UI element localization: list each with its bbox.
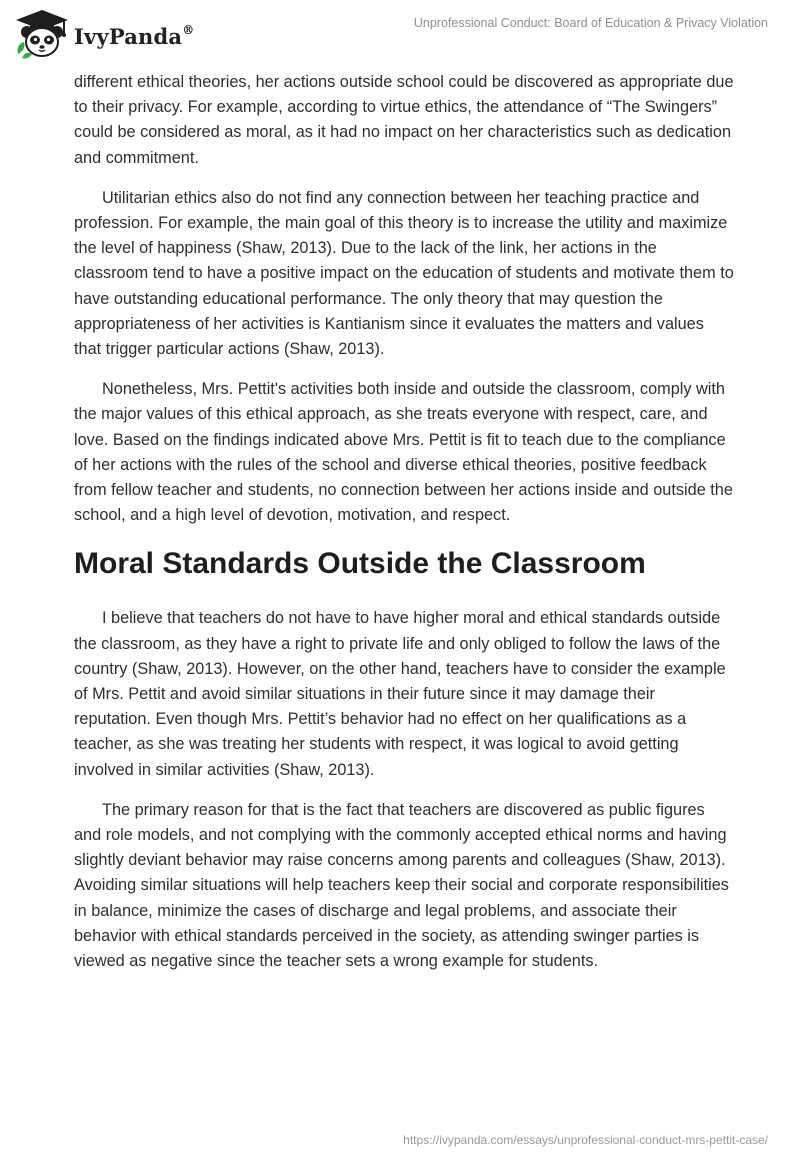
paragraph: Utilitarian ethics also do not find any connection between her teaching practice and profession. For example, the main goal of this theory is to increase the utility and maximize the level of happiness (Shaw, 2013). Due to the lack of the link, her actions in the classroom tend to have a positive impact on the education of students and motivate them to have outstanding educational performance. The only theory that may question the appropriateness of her activities is Kantianism since it evaluates the matters and values that trigger particular actions (Shaw, 2013). (74, 188, 734, 359)
section-heading: Moral Standards Outside the Classroom (74, 547, 646, 581)
ivypanda-logo[interactable] (14, 8, 194, 60)
page-header (0, 0, 800, 70)
logo-text: IvyPanda® (74, 22, 195, 49)
document-title: Unprofessional Conduct: Board of Education & Privacy Violation (413, 16, 768, 30)
paragraph: I believe that teachers do not have to have higher moral and ethical standards outside the classroom, as they have a right to private life and only obliged to follow the laws of the country (Shaw, 2013). However, on the other hand, teachers have to consider the example of Mrs. Pettit and avoid similar situations in their future since it may damage their reputation. Even though Mrs. Pettit’s behavior had no effect on her qualifications as a teacher, as she was treating her students with respect, it was logical to avoid getting involved in similar activities (Shaw, 2013). (74, 609, 726, 779)
paragraph: The primary reason for that is the fact that teachers are discovered as public figures and role models, and not complying with the commonly accepted ethical norms and having slightly deviant behavior may raise concerns among parents and colleagues (Shaw, 2013). Avoiding similar situations will help teachers keep their social and corporate responsibilities in balance, minimize the cases of discharge and legal problems, and associate their behavior with ethical standards perceived in the society, as attending swinger parties is viewed as negative since the teacher sets a wrong example for students. (74, 800, 729, 971)
article-body (74, 70, 734, 989)
source-url[interactable]: https://ivypanda.com/essays/unprofessional-conduct-mrs-pettit-case/ (403, 1133, 768, 1147)
paragraph: Nonetheless, Mrs. Pettit's activities both inside and outside the classroom, comply with the major values of this ethical approach, as she treats everyone with respect, care, and love. Based on the findings indicated above Mrs. Pettit is fit to teach due to the compliance of her actions with the rules of the school and diverse ethical theories, positive feedback from fellow teacher and students, no connection between her actions inside and outside the school, and a high level of devotion, motivation, and respect. (74, 380, 733, 525)
paragraph: different ethical theories, her actions outside school could be discovered as appropriate due to their privacy. For example, according to virtue ethics, the attendance of “The Swingers” could be considered as moral, as it had no impact on her characteristics such as dedication and commitment. (74, 73, 734, 167)
panda-graduate-icon (14, 8, 70, 60)
